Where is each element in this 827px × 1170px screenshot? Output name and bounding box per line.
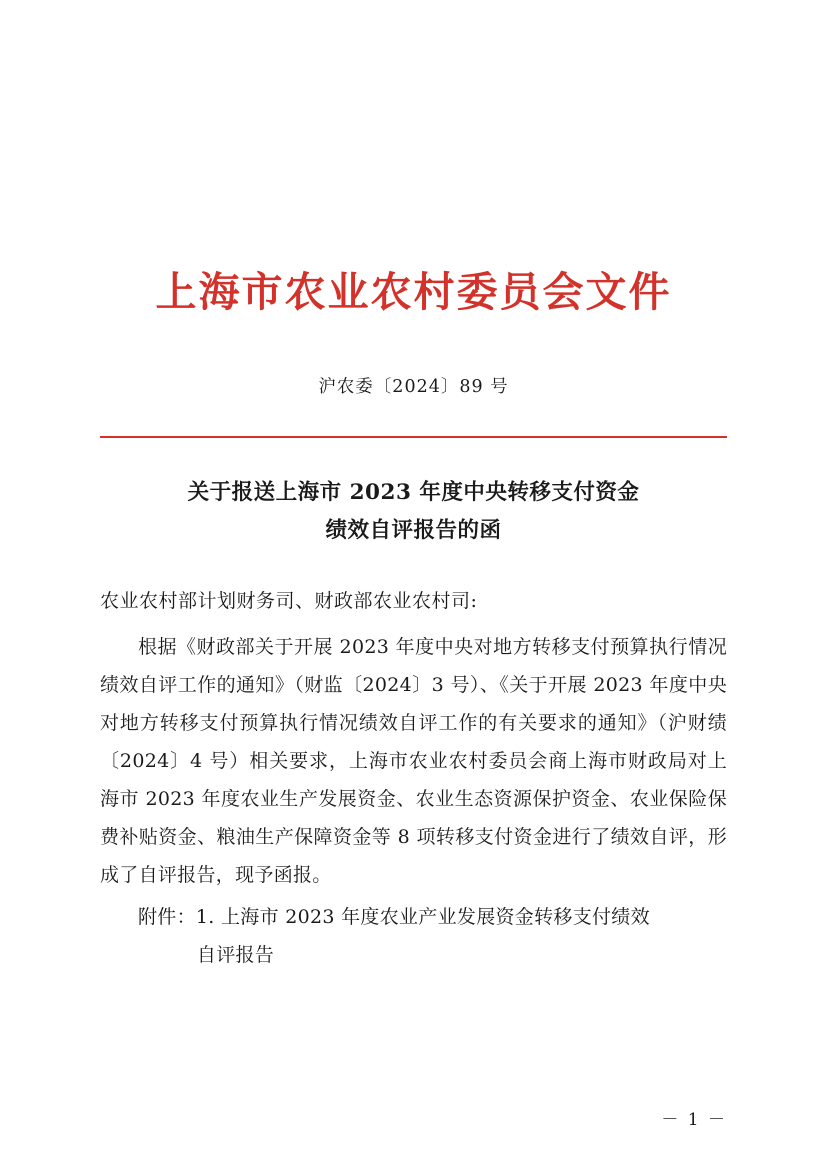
page-number: － 1 － [661,1110,727,1130]
document-header-title: 上海市农业农村委员会文件 [155,268,672,316]
attachment-item-1: 附件：1. 上海市 2023 年度农业产业发展资金转移支付绩效 [138,905,650,928]
attachment-item-1-continued: 自评报告 [196,943,275,966]
body-paragraph: 根据《财政部关于开展 2023 年度中央对地方转移支付预算执行情况绩效自评工作的通知》（财监〔2024〕3 号）、《关于开展 2023 年度中央对地方转移支付预算执行情况绩效自评工作的有关要求的通知》（沪财绩〔2024〕4 号）相关要求，上海市农业农村委员会商上海市财政局对上海市 2023 年度农业生产发展资金、农业生态资源保护资金、农业保险保费补贴资金、粮油生产保障资金等 8 项转移支付资金进行了绩效自评，形成了自评报告，现予函报。 [100,635,727,886]
subject-line-2: 绩效自评报告的函 [325,517,502,543]
subject-line-1: 关于报送上海市 2023 年度中央转移支付资金 [187,480,640,506]
salutation: 农业农村部计划财务司、财政部农业农村司: [100,590,478,613]
document-number: 沪农委〔2024〕89 号 [318,377,509,398]
attachment-list [100,894,727,974]
page-title [100,438,727,549]
